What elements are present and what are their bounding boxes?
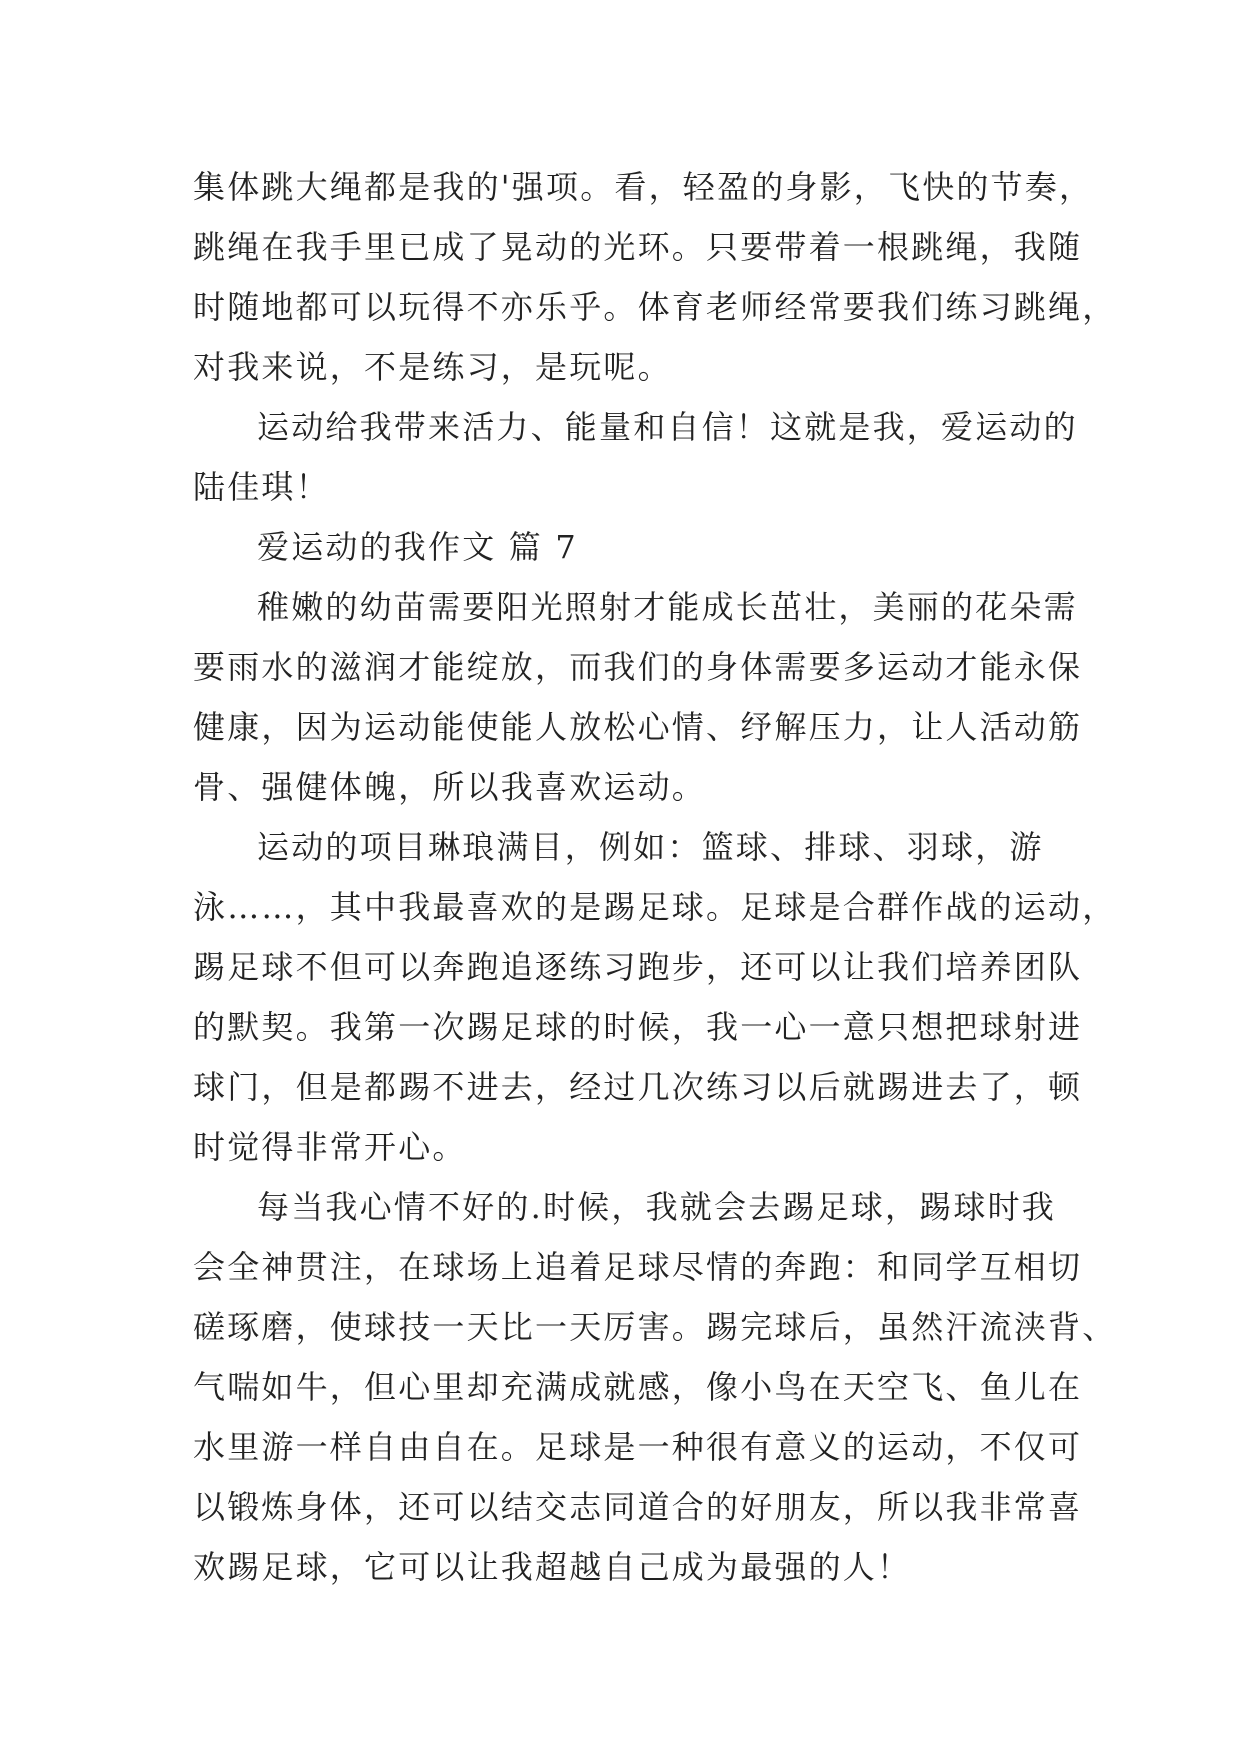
text-line: 的默契。我第一次踢足球的时候，我一心一意只想把球射进 — [193, 1008, 1083, 1046]
text-line: 跳绳在我手里已成了晃动的光环。只要带着一根跳绳，我随 — [193, 228, 1083, 266]
text-line: 踢足球不但可以奔跑追逐练习跑步，还可以让我们培养团队 — [193, 948, 1083, 986]
text-line: 水里游一样自由自在。足球是一种很有意义的运动，不仅可 — [193, 1428, 1083, 1466]
text-line: 磋琢磨，使球技一天比一天厉害。踢完球后，虽然汗流浃背、 — [193, 1308, 1117, 1346]
text-line: 时随地都可以玩得不亦乐乎。体育老师经常要我们练习跳绳， — [193, 288, 1117, 326]
text-line: 运动给我带来活力、能量和自信！这就是我，爱运动的 — [257, 408, 1078, 446]
section-heading: 爱运动的我作文 篇 7 — [257, 528, 578, 566]
text-line: 骨、强健体魄，所以我喜欢运动。 — [193, 768, 707, 806]
text-line: 时觉得非常开心。 — [193, 1128, 467, 1166]
text-line: 每当我心情不好的.时候，我就会去踢足球，踢球时我 — [257, 1188, 1056, 1226]
text-line: 对我来说，不是练习，是玩呢。 — [193, 348, 672, 386]
text-line: 集体跳大绳都是我的'强项。看，轻盈的身影，飞快的节奏， — [193, 168, 1094, 206]
text-line: 球门，但是都踢不进去，经过几次练习以后就踢进去了，顿 — [193, 1068, 1083, 1106]
text-line: 健康，因为运动能使能人放松心情、纾解压力，让人活动筋 — [193, 708, 1083, 746]
text-line: 稚嫩的幼苗需要阳光照射才能成长茁壮，美丽的花朵需 — [257, 588, 1078, 626]
text-line: 欢踢足球，它可以让我超越自己成为最强的人！ — [193, 1548, 912, 1586]
text-line: 运动的项目琳琅满目，例如：篮球、排球、羽球，游 — [257, 828, 1044, 866]
text-line: 以锻炼身体，还可以结交志同道合的好朋友，所以我非常喜 — [193, 1488, 1083, 1526]
text-line: 要雨水的滋润才能绽放，而我们的身体需要多运动才能永保 — [193, 648, 1083, 686]
text-line: 气喘如牛，但心里却充满成就感，像小鸟在天空飞、鱼儿在 — [193, 1368, 1083, 1406]
text-line: 泳……，其中我最喜欢的是踢足球。足球是合群作战的运动， — [193, 888, 1117, 926]
text-line: 陆佳琪！ — [193, 468, 330, 506]
text-line: 会全神贯注，在球场上追着足球尽情的奔跑：和同学互相切 — [193, 1248, 1083, 1286]
